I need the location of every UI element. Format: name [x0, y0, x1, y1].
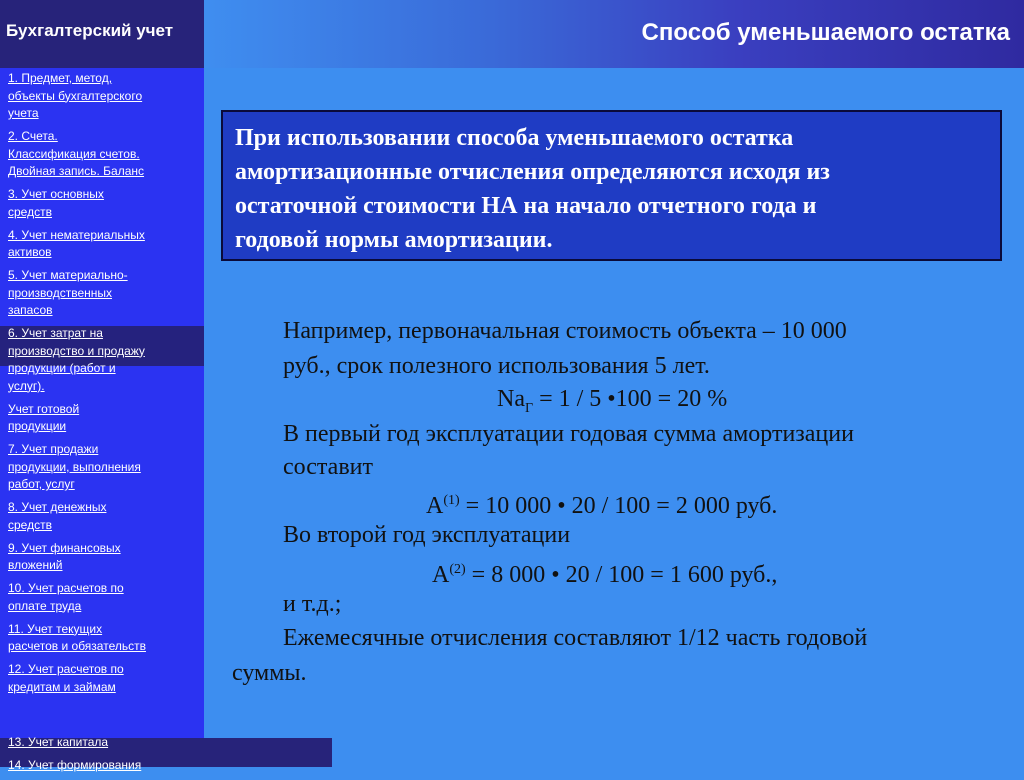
sidebar-nav-overflow	[0, 734, 204, 780]
sidebar-nav-item-line: 1. Предмет, метод,	[8, 71, 113, 85]
sidebar-nav-item-line: средств	[8, 517, 52, 532]
etc-line: и т.д.;	[283, 591, 342, 617]
sidebar-nav-item-line: 11. Учет текущих	[8, 621, 103, 636]
sidebar-nav-item[interactable]	[0, 757, 204, 775]
sidebar-nav-item-line: 5. Учет материально-	[8, 268, 128, 282]
second-year-line: Во второй год эксплуатации	[283, 522, 571, 548]
sidebar-nav-item-line: производственных	[8, 285, 112, 300]
callout-line: амортизационные отчисления определяются исходя из	[235, 159, 830, 185]
first-year-line-2: составит	[283, 454, 373, 480]
sidebar-nav-item-line: 6. Учет затрат на	[8, 326, 103, 340]
formula-year-2	[432, 555, 777, 590]
sidebar-nav-item-line: 4. Учет нематериальных	[8, 227, 145, 242]
sidebar-nav-item[interactable]	[0, 540, 204, 575]
sidebar-nav-item-line: продукции, выполнения	[8, 459, 141, 474]
callout-text	[235, 121, 988, 257]
sidebar-nav-item-line: вложений	[8, 558, 63, 572]
sidebar-nav-item-line: Классификация счетов.	[8, 146, 140, 161]
slide-title: Способ уменьшаемого остатка	[641, 19, 1010, 46]
sidebar-nav-item-line: Двойная запись. Баланс	[8, 164, 145, 178]
example-line-1: Например, первоначальная стоимость объекта – 10 000	[283, 318, 847, 344]
formula-year-2-value: = 8 000 • 20 / 100 = 1 600 руб.,	[465, 562, 778, 588]
sidebar-nav-item[interactable]	[0, 325, 204, 395]
sidebar-nav-item-line: 2. Счета.	[8, 129, 58, 143]
sidebar-nav-item[interactable]	[0, 499, 204, 534]
sidebar-nav-item-line: 3. Учет основных	[8, 187, 104, 201]
sidebar-nav-item-line: объекты бухгалтерского	[8, 88, 143, 103]
sidebar-nav-item-line: 13. Учет капитала	[8, 735, 109, 749]
formula-rate	[497, 384, 727, 424]
sidebar-nav-item[interactable]	[0, 621, 204, 656]
example-line-2: руб., срок полезного использования 5 лет.	[283, 353, 710, 379]
callout-line: остаточной стоимости НА на начало отчетного года и	[235, 193, 817, 219]
sidebar-nav-item[interactable]	[0, 267, 204, 320]
sidebar-nav-item-line: запасов	[8, 303, 53, 317]
sidebar-nav-item[interactable]	[0, 186, 204, 221]
sidebar-nav-item-line: кредитам и займам	[8, 679, 116, 694]
sidebar-nav-item-line: учета	[8, 106, 39, 120]
sidebar-nav-item-line: работ, услуг	[8, 477, 75, 491]
sidebar-nav-item-line: производство и продажу	[8, 343, 145, 358]
formula-year-2-symbol: А	[432, 562, 450, 588]
sidebar-nav-item-line: услуг).	[8, 378, 45, 393]
sidebar-nav-item-line: активов	[8, 245, 52, 259]
sidebar-nav-item[interactable]	[0, 734, 204, 752]
sidebar-nav-item-line: средств	[8, 204, 52, 219]
sidebar-nav-item[interactable]	[0, 401, 204, 436]
formula-year-1-superscript: (1)	[443, 493, 460, 508]
sidebar-nav-item-line: 14. Учет формирования	[8, 758, 142, 772]
sidebar-nav-item-line: оплате труда	[8, 598, 82, 613]
monthly-line-2: суммы.	[232, 660, 307, 686]
sidebar-nav-item[interactable]	[0, 661, 204, 696]
sidebar-nav-item[interactable]	[0, 441, 204, 494]
sidebar-nav-item[interactable]	[0, 128, 204, 181]
sidebar-nav-item-line: 12. Учет расчетов по	[8, 662, 124, 676]
first-year-line-1: В первый год эксплуатации годовая сумма амортизации	[283, 421, 854, 447]
sidebar-nav-item-line: продукции (работ и	[8, 361, 116, 375]
formula-rate-subscript: Г	[524, 400, 534, 416]
formula-year-1-symbol: А	[426, 493, 444, 519]
formula-year-1	[426, 486, 777, 521]
sidebar-nav-item-line: 10. Учет расчетов по	[8, 581, 124, 595]
sidebar-nav-item-line: 9. Учет финансовых	[8, 540, 121, 555]
sidebar-nav-item-line: продукции	[8, 419, 67, 433]
sidebar-nav-item-line: 7. Учет продажи	[8, 442, 99, 456]
formula-rate-symbol: Na	[497, 386, 525, 412]
sidebar-nav-item-line: Учет готовой	[8, 401, 80, 416]
sidebar-nav-item[interactable]	[0, 70, 204, 123]
formula-year-2-superscript: (2)	[449, 562, 466, 577]
monthly-line-1: Ежемесячные отчисления составляют 1/12 часть годовой	[283, 625, 868, 651]
slide-header	[204, 0, 1024, 68]
sidebar-nav-item[interactable]	[0, 580, 204, 615]
sidebar-nav-item-line: 8. Учет денежных	[8, 500, 107, 514]
callout-line: При использовании способа уменьшаемого остатка	[235, 125, 794, 151]
sidebar-nav-item-line: расчетов и обязательств	[8, 639, 146, 653]
formula-rate-value: = 1 / 5 •100 = 20 %	[533, 386, 728, 412]
callout-line: годовой нормы амортизации.	[235, 227, 553, 253]
sidebar-nav-item[interactable]	[0, 227, 204, 262]
definition-callout	[221, 110, 1002, 261]
sidebar-nav	[0, 70, 204, 702]
formula-year-1-value: = 10 000 • 20 / 100 = 2 000 руб.	[459, 493, 778, 519]
sidebar-title: Бухгалтерский учет	[0, 0, 204, 68]
